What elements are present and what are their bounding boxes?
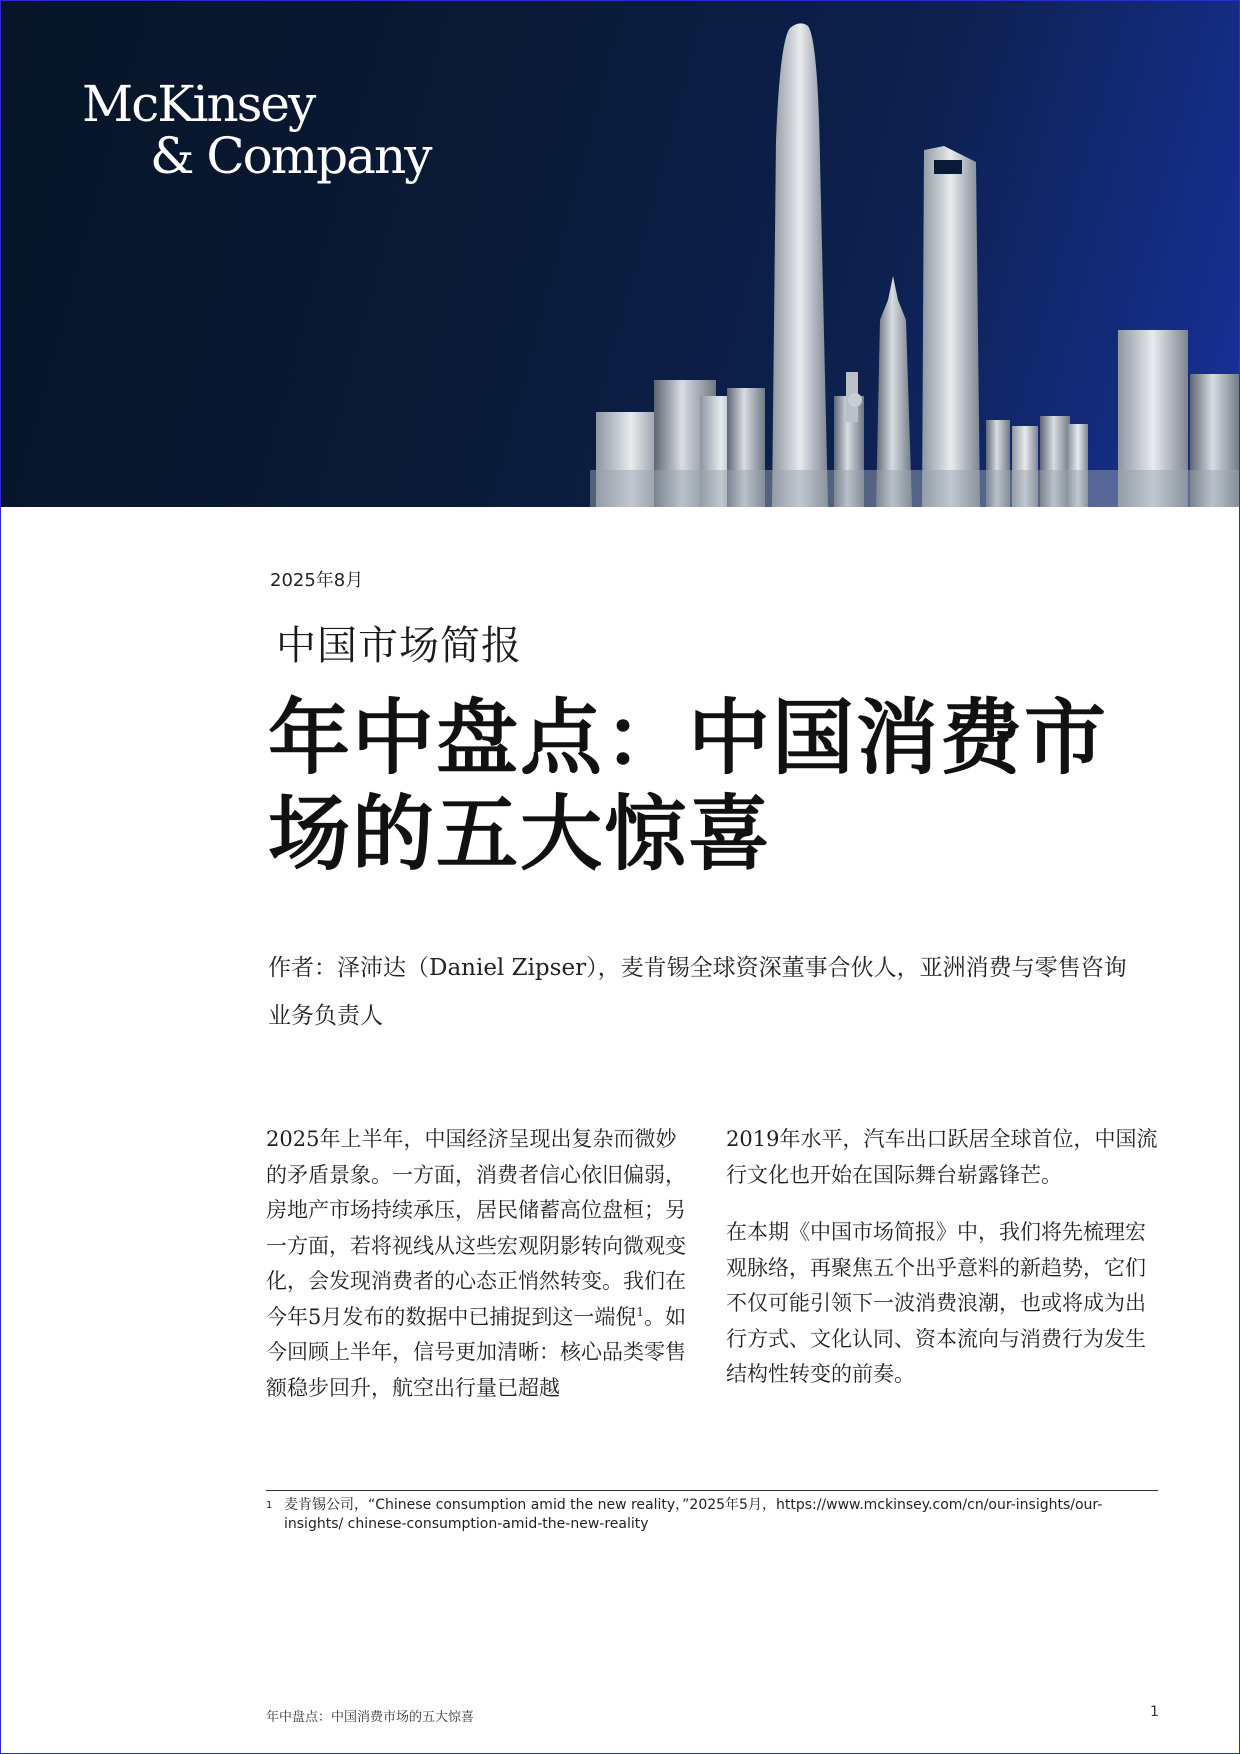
footnote-marker[interactable]: 1 xyxy=(636,1304,644,1319)
footnote-divider xyxy=(266,1490,1158,1491)
publication-date: 2025年8月 xyxy=(270,570,364,591)
mckinsey-logo xyxy=(82,75,431,185)
footnote xyxy=(266,1496,1158,1534)
hero-banner xyxy=(0,0,1240,507)
series-title: 中国市场简报 xyxy=(276,623,522,669)
author-line: 作者：泽沛达（Daniel Zipser），麦肯锡全球资深董事合伙人，亚洲消费与零售咨询业务负责人 xyxy=(268,955,1127,1029)
body-paragraph: 在本期《中国市场简报》中，我们将先梳理宏观脉络，再聚焦五个出乎意料的新趋势，它们不仅可能引领下一波消费浪潮，也或将成为出行方式、文化认同、资本流向与消费行为发生结构性转变的前奏。 xyxy=(726,1220,1146,1386)
body-column-left xyxy=(266,1122,696,1428)
footnote-number: 1 xyxy=(266,1500,273,1511)
logo-line-1: McKinsey xyxy=(82,75,315,133)
body-column-right xyxy=(726,1122,1160,1415)
body-paragraph xyxy=(266,1122,696,1406)
page-number: 1 xyxy=(1150,1704,1159,1720)
footer-title: 年中盘点：中国消费市场的五大惊喜 xyxy=(266,1710,475,1725)
body-paragraph: 2019年水平，汽车出口跃居全球首位，中国流行文化也开始在国际舞台崭露锋芒。 xyxy=(726,1127,1158,1187)
paragraph-text-continued: 。如今回顾上半年，信号更加清晰：核心品类零售额稳步回升，航空出行量已超越 xyxy=(266,1304,686,1400)
page-title: 年中盘点：中国消费市场的五大惊喜 xyxy=(268,690,1109,882)
paragraph-text: 2025年上半年，中国经济呈现出复杂而微妙的矛盾景象。一方面，消费者信心依旧偏弱，房地产市场持续承压，居民储蓄高位盘桓；另一方面，若将视线从这些宏观阴影转向微观变化，会发现消费者的心态正悄然转变。我们在今年5月发布的数据中已捕捉到这一端倪 xyxy=(266,1127,686,1329)
footnote-text: 麦肯锡公司，“Chinese consumption amid the new reality，”2025年5月，https://www.mckinsey.com/cn/our-insights/our-insights/ chinese-consumption-amid-the-new-reality xyxy=(284,1497,1103,1532)
logo-line-2: & Company xyxy=(150,127,431,185)
